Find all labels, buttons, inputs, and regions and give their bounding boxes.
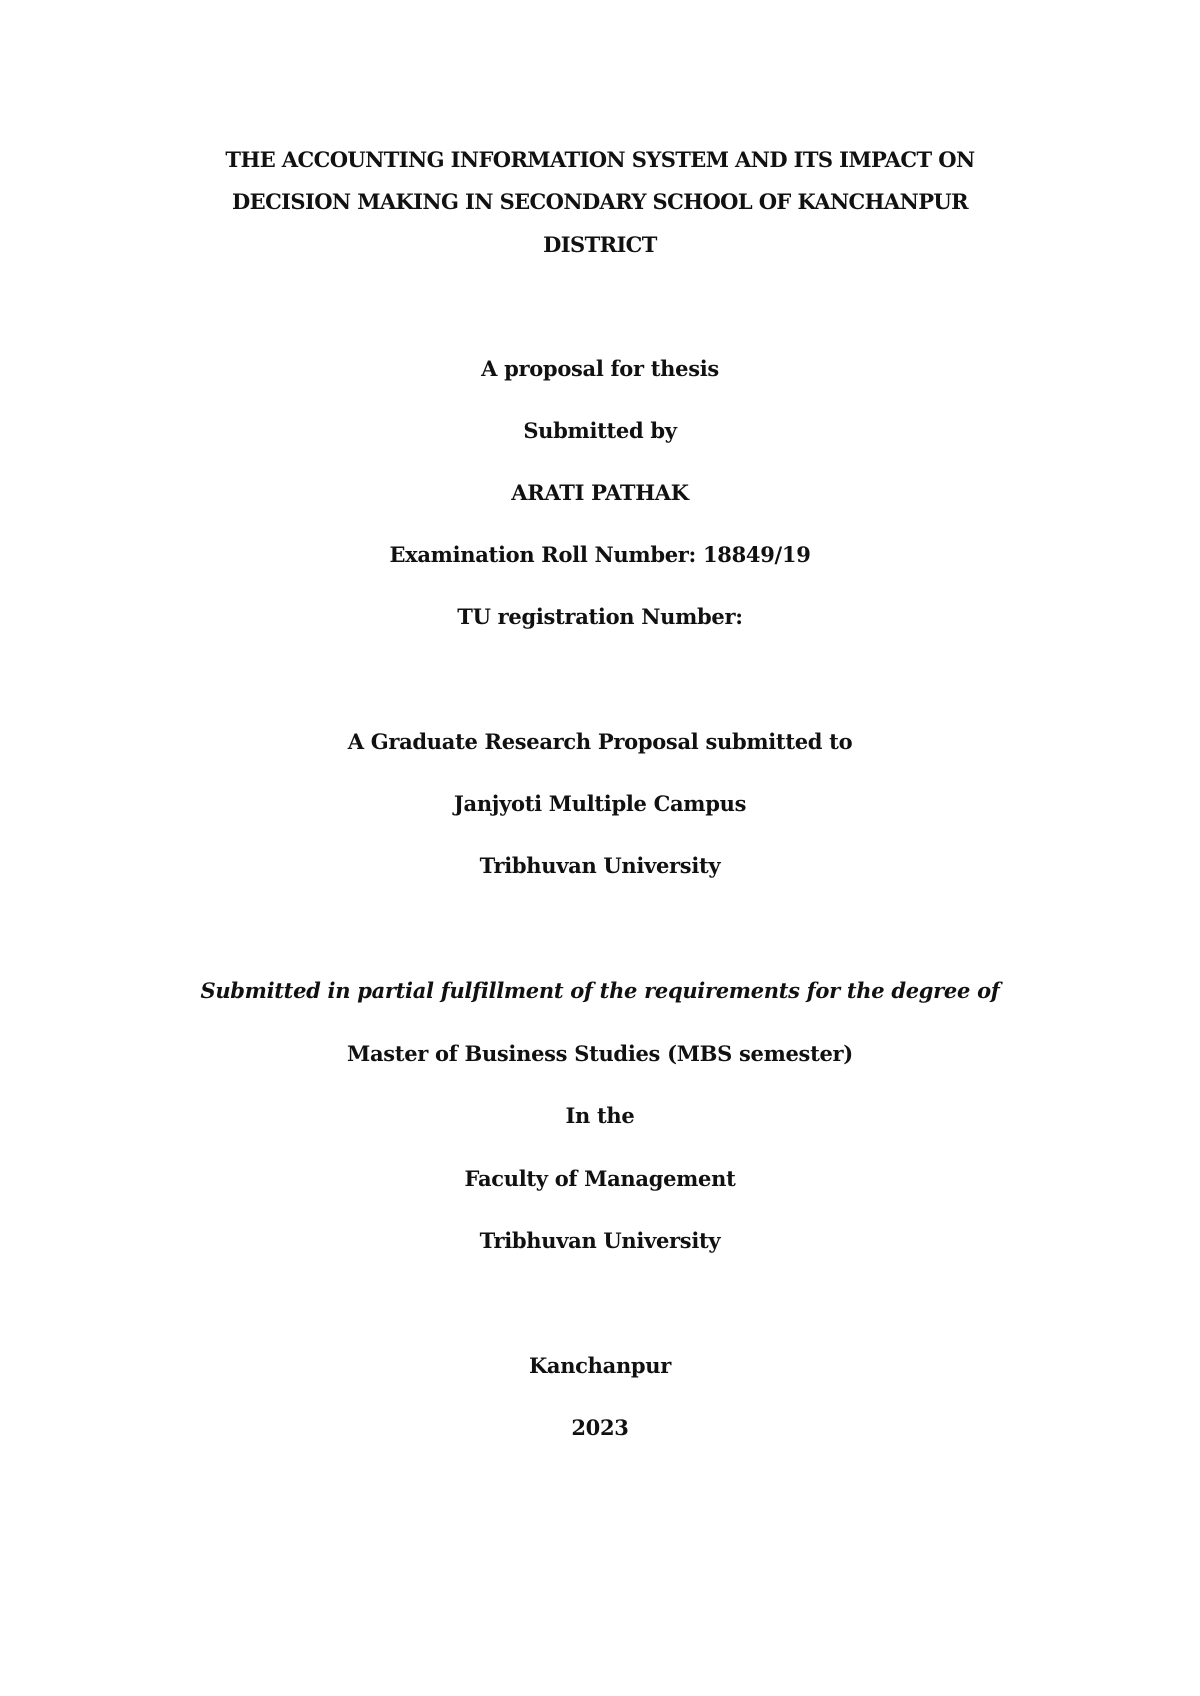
in-the-label: In the	[565, 1103, 635, 1128]
submitted-by-label: Submitted by	[523, 418, 677, 443]
thesis-title-line-2: DECISION MAKING IN SECONDARY SCHOOL OF KANCHANPUR	[232, 189, 968, 214]
degree-university-name: Tribhuvan University	[479, 1228, 721, 1253]
faculty-name: Faculty of Management	[464, 1166, 736, 1191]
year: 2023	[571, 1415, 629, 1440]
roll-number: Examination Roll Number: 18849/19	[389, 542, 811, 567]
university-name: Tribhuvan University	[479, 853, 721, 878]
submitted-to-label: A Graduate Research Proposal submitted to	[347, 729, 853, 754]
thesis-title-line-3: DISTRICT	[543, 232, 657, 257]
thesis-title-line-1: THE ACCOUNTING INFORMATION SYSTEM AND ITS IMPACT ON	[225, 147, 975, 172]
tu-registration-number: TU registration Number:	[457, 604, 743, 629]
author-name: ARATI PATHAK	[511, 480, 689, 505]
proposal-type: A proposal for thesis	[481, 356, 719, 381]
place: Kanchanpur	[528, 1353, 672, 1378]
campus-name: Janjyoti Multiple Campus	[453, 791, 747, 816]
degree-name: Master of Business Studies (MBS semester)	[347, 1041, 853, 1066]
fulfillment-statement: Submitted in partial fulfillment of the requirements for the degree of	[200, 978, 1000, 1003]
